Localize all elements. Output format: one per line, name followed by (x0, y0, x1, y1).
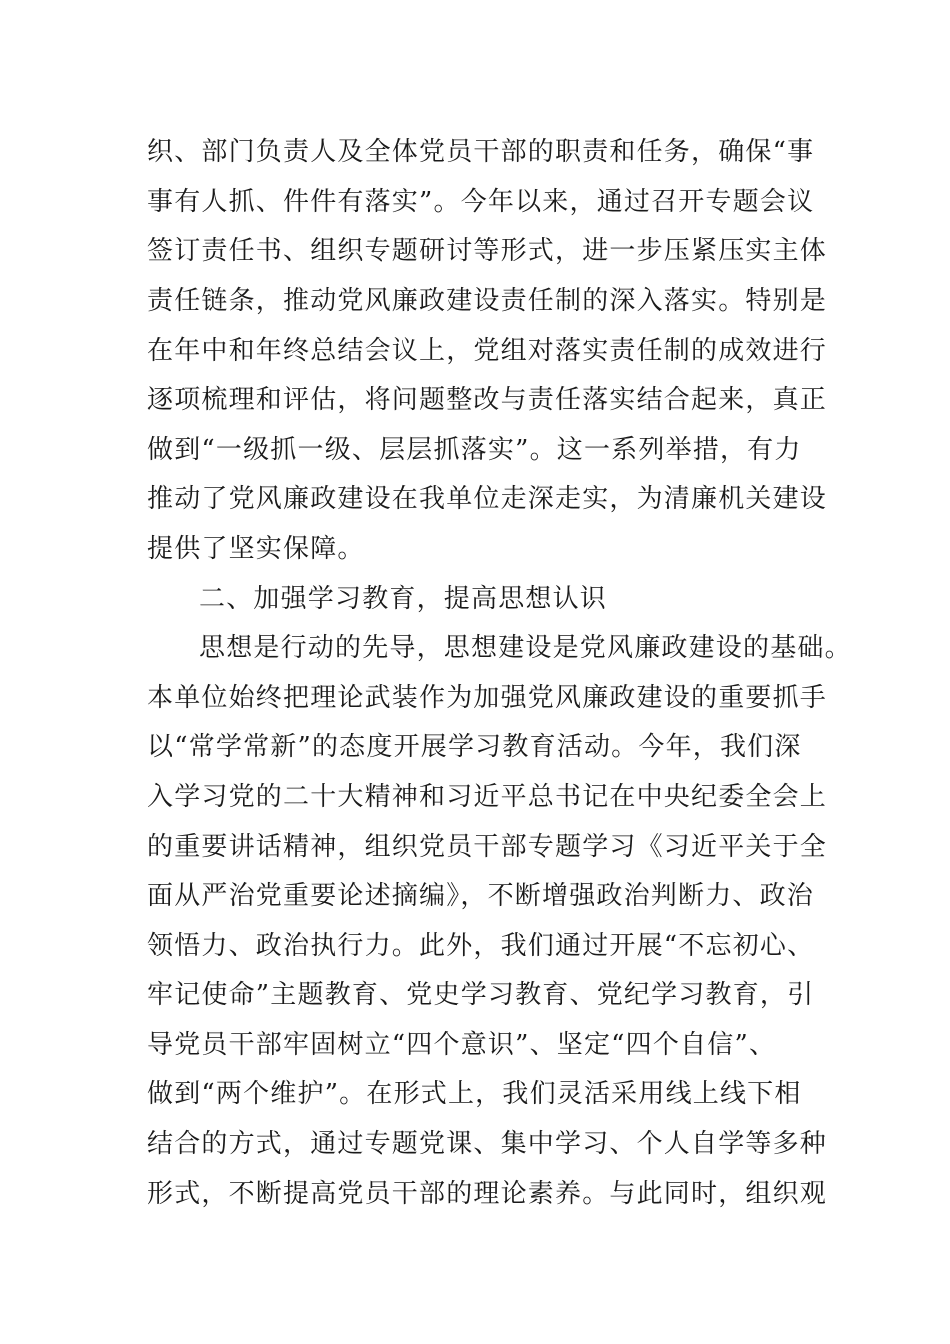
text-line: 入学习党的二十大精神和习近平总书记在中央纪委全会上 (147, 782, 828, 812)
text-line: 做到“一级抓一级、层层抓落实”。这一系列举措，有力 (147, 435, 802, 465)
text-line: 提供了坚实保障。 (147, 534, 365, 564)
paragraph-first-line: 思想是行动的先导，思想建设是党风廉政建设的基础。 (199, 633, 852, 663)
text-line: 签订责任书、组织专题研讨等形式，进一步压紧压实主体 (147, 236, 828, 266)
text-line: 责任链条，推动党风廉政建设责任制的深入落实。特别是 (147, 286, 828, 316)
text-line: 事有人抓、件件有落实”。今年以来，通过召开专题会议 (147, 187, 815, 217)
text-line: 领悟力、政治执行力。此外，我们通过开展“不忘初心、 (147, 931, 815, 961)
text-line: 织、部门负责人及全体党员干部的职责和任务，确保“事 (147, 137, 815, 167)
text-line: 推动了党风廉政建设在我单位走深走实，为清廉机关建设 (147, 484, 828, 514)
text-line: 本单位始终把理论武装作为加强党风廉政建设的重要抓手 (147, 683, 828, 713)
text-line: 以“常学常新”的态度开展学习教育活动。今年，我们深 (147, 732, 802, 762)
text-line: 牢记使命”主题教育、党史学习教育、党纪学习教育，引 (147, 980, 815, 1010)
text-line: 面从严治党重要论述摘编》，不断增强政治判断力、政治 (147, 881, 815, 911)
section-heading: 二、加强学习教育，提高思想认识 (199, 584, 608, 614)
text-line: 在年中和年终总结会议上，党组对落实责任制的成效进行 (147, 336, 828, 366)
text-line: 结合的方式，通过专题党课、集中学习、个人自学等多种 (147, 1129, 828, 1159)
text-line: 形式，不断提高党员干部的理论素养。与此同时，组织观 (147, 1179, 828, 1209)
text-line: 逐项梳理和评估，将问题整改与责任落实结合起来，真正 (147, 385, 828, 415)
text-line: 做到“两个维护”。在形式上，我们灵活采用线上线下相 (147, 1079, 802, 1109)
text-line: 导党员干部牢固树立“四个意识”、坚定“四个自信”、 (147, 1030, 777, 1060)
text-line: 的重要讲话精神，组织党员干部专题学习《习近平关于全 (147, 832, 828, 862)
